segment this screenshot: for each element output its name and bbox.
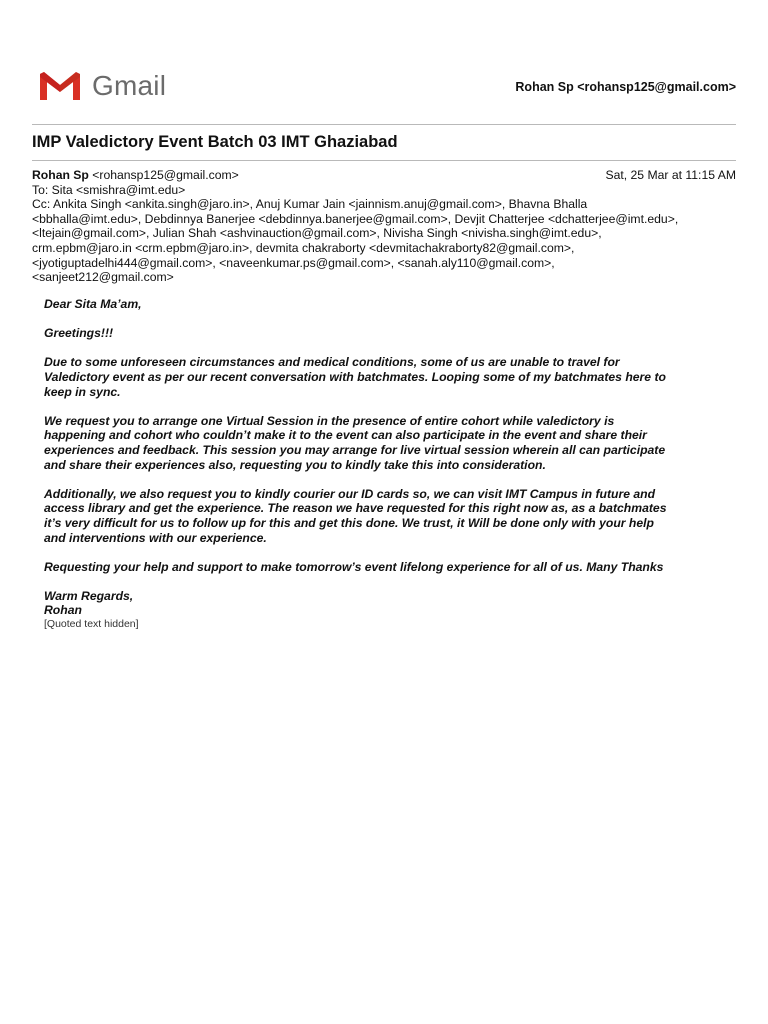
divider-top [32,124,736,125]
paragraph-line: it’s very difficult for us to follow up for this and get this done. We trust, it Will be done only with your help [44,515,654,530]
paragraph-line: happening and cohort who couldn’t make it to the event can also participate in the event and share their [44,428,647,443]
email-meta [32,168,736,285]
cc-line: <sanjeet212@gmail.com> [32,270,174,285]
gmail-logo [38,70,166,102]
paragraph-line: Additionally, we also request you to kindly courier our ID cards so, we can visit IMT Campus in future and [44,486,656,501]
paragraph-line: Requesting your help and support to make tomorrow’s event lifelong experience for all of us. Many Thanks [44,559,664,574]
greetings-line: Greetings!!! [44,326,114,341]
paragraph-line: and share their experiences also, requesting you to kindly take this into consideration. [44,457,546,472]
cc-line: <jyotiguptadelhi444@gmail.com>, <naveenkumar.ps@gmail.com>, <sanah.aly110@gmail.com>, [32,255,555,270]
paragraph-line: and interventions with our experience. [44,530,267,545]
signature: Rohan [44,603,82,618]
paragraph-line: experiences and feedback. This session you may arrange for live virtual session wherein all can participate [44,442,666,457]
divider-subject [32,160,736,161]
sender-name: Rohan Sp [32,168,89,182]
cc-line: <bbhalla@imt.edu>, Debdinnya Banerjee <debdinnya.banerjee@gmail.com>, Devjit Chatterjee <dchatterjee@imt.edu>, [32,211,679,226]
paragraph-1 [44,355,724,399]
paragraph-line: Valedictory event as per our recent conversation with batchmates. Looping some of my batchmates here to [44,369,666,384]
cc-line: <ltejain@gmail.com>, Julian Shah <ashvinauction@gmail.com>, Nivisha Singh <nivisha.singh@imt.edu>, [32,226,602,241]
signoff: Warm Regards, [44,588,134,603]
gmail-logo-text: Gmail [92,70,167,101]
paragraph-line: We request you to arrange one Virtual Session in the presence of entire cohort while valedictory is [44,413,615,428]
greeting: Dear Sita Ma’am, [44,297,142,311]
account-label: Rohan Sp <rohansp125@gmail.com> [515,80,736,94]
gmail-m-envelope-icon [38,70,82,102]
email-date: Sat, 25 Mar at 11:15 AM [605,168,736,182]
paragraph-2 [44,414,724,472]
to-line: To: Sita <smishra@imt.edu> [32,182,186,197]
quoted-text-toggle[interactable]: [Quoted text hidden] [44,618,139,631]
paragraph-3 [44,487,724,545]
cc-line: crm.epbm@jaro.in <crm.epbm@jaro.in>, devmita chakraborty <devmitachakraborty82@gmail.com>, [32,240,575,255]
paragraph-line: keep in sync. [44,384,121,399]
paragraph-line: access library and get the experience. The reason we have requested for this right now as, as a batchmates [44,501,667,516]
email-body [44,297,724,631]
paragraph-4 [44,560,724,575]
email-subject: IMP Valedictory Event Batch 03 IMT Ghaziabad [32,133,398,151]
sender-address: <rohansp125@gmail.com> [92,168,239,182]
gmail-header [32,66,736,106]
paragraph-line: Due to some unforeseen circumstances and medical conditions, some of us are unable to travel for [44,355,620,370]
cc-line: Cc: Ankita Singh <ankita.singh@jaro.in>, Anuj Kumar Jain <jainnism.anuj@gmail.com>, Bhavna Bhalla [32,197,588,212]
from-line [32,168,736,183]
